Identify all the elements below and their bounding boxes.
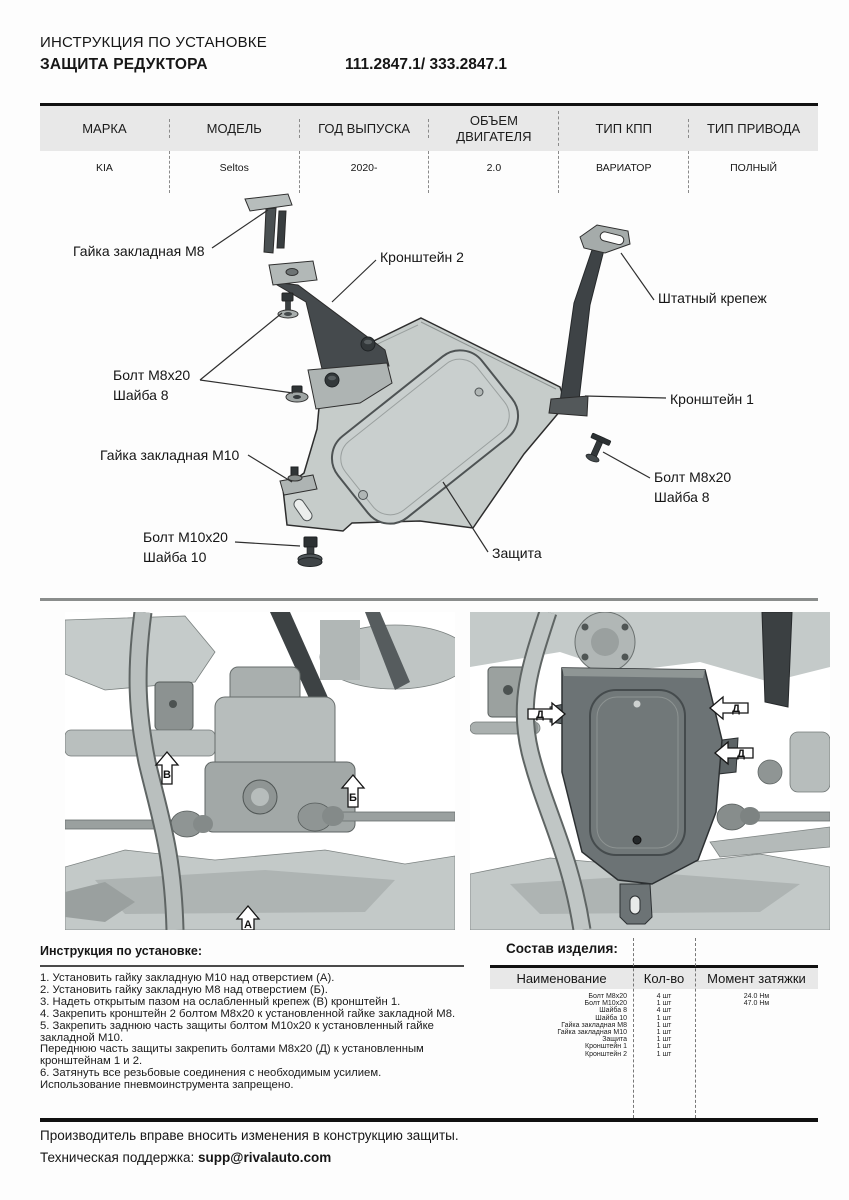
parts-row: [490, 1007, 818, 1014]
part-qty: 1 шт: [656, 1029, 672, 1037]
parts-col-name: Наименование: [516, 971, 607, 986]
support-line: [40, 1150, 331, 1165]
parts-row: [490, 1000, 818, 1007]
instruction-step: Использование пневмоинструмента запрещено.: [40, 1079, 294, 1092]
part-numbers: 111.2847.1/ 333.2847.1: [345, 56, 508, 73]
spec-val-year: 2020-: [300, 151, 430, 193]
label-bolt-m8-left-line1: Болт М8х20: [113, 367, 191, 383]
bracket2-shape: [269, 261, 392, 409]
support-label: Техническая поддержка:: [40, 1150, 199, 1165]
embedded-nut-m8-shape: [245, 194, 292, 253]
marker-letter-d1: Д: [536, 709, 544, 721]
spec-col-engine: ОБЪЕМ ДВИГАТЕЛЯ: [429, 111, 559, 146]
part-qty: 1 шт: [656, 1000, 672, 1008]
spec-val-engine: 2.0: [429, 151, 559, 193]
label-bracket1: Кронштейн 1: [670, 391, 754, 407]
part-torque: [695, 1022, 818, 1029]
label-washer8-left-line2: Шайба 8: [113, 386, 169, 403]
part-torque: [695, 1029, 818, 1036]
part-name: Кронштейн 2: [585, 1050, 627, 1058]
part-torque: [695, 1051, 818, 1058]
photo-before-install: [65, 612, 455, 935]
label-washer8-right-line2: Шайба 8: [654, 488, 710, 505]
instructions-title: Инструкция по установке:: [40, 944, 202, 958]
marker-letter-a: А: [244, 919, 252, 930]
parts-row: [490, 1029, 818, 1036]
photo-after-install: [470, 612, 830, 935]
spec-val-model: Seltos: [170, 151, 300, 193]
instruction-step: 1. Установить гайку закладную М10 над отверстием (А).: [40, 972, 335, 984]
parts-col-qty: Кол-во: [643, 971, 685, 986]
part-name: Шайба 10: [595, 1014, 627, 1022]
spec-col-drive: ТИП ПРИВОДА: [706, 120, 801, 136]
label-bolt-m10: [143, 528, 228, 568]
spec-col-gearbox: ТИП КПП: [559, 119, 689, 138]
bolt-m8-right-shape: [582, 433, 611, 465]
part-torque: 24.0 Нм: [743, 993, 770, 1000]
parts-list-table: [490, 938, 818, 1118]
label-bolt-m10-line1: Болт М10х20: [143, 529, 228, 545]
parts-row: [490, 993, 818, 1000]
part-torque: 47.0 Нм: [743, 1000, 770, 1008]
page-title: ЗАЩИТА РЕДУКТОРА: [40, 56, 208, 73]
installation-instructions: [40, 944, 470, 1092]
marker-letter-d3: Д: [737, 748, 745, 760]
label-bolt-m8-right: [654, 468, 731, 508]
label-guard: Защита: [492, 545, 542, 561]
instruction-step: 5. Закрепить заднюю часть защиты болтом М10х20 к установленный гайке закладной М10.: [40, 1019, 434, 1044]
part-qty: 1 шт: [656, 1036, 672, 1044]
instructions-steps: [40, 973, 464, 1092]
marker-letter-b: Б: [349, 792, 357, 804]
instruction-step: 4. Закрепить кронштейн 2 болтом М8х20 к установленной гайке закладной М8.: [40, 1007, 456, 1020]
spec-val-brand: KIA: [40, 151, 170, 193]
instruction-step: Переднюю часть защиты закрепить болтами М8х20 (Д) к установленным кронштейнам 1 и 2.: [40, 1043, 424, 1068]
part-qty: 1 шт: [656, 1050, 672, 1058]
spec-val-gearbox: ВАРИАТОР: [559, 151, 689, 193]
part-qty: 4 шт: [656, 1007, 672, 1015]
photos-divider-rule: [40, 598, 818, 601]
spec-val-drive: ПОЛНЫЙ: [730, 162, 778, 174]
part-name: Защита: [602, 1036, 627, 1044]
bolt-m10-shape: [298, 537, 322, 567]
bolt-m8-lower-shape: [286, 386, 308, 402]
instruction-step: 2. Установить гайку закладную М8 над отверстием (Б).: [40, 983, 328, 996]
footer-rule: [40, 1118, 818, 1122]
parts-row: [490, 1036, 818, 1043]
marker-letter-v: В: [163, 769, 171, 781]
label-oem-fastener: Штатный крепеж: [658, 290, 767, 306]
label-bolt-m8-left: [113, 366, 190, 406]
part-name: Болт М10х20: [584, 1000, 627, 1008]
parts-row: [490, 1043, 818, 1050]
part-name: Болт М8х20: [588, 993, 627, 1000]
part-name: Гайка закладная М8: [561, 1021, 627, 1029]
part-qty: 1 шт: [656, 1021, 672, 1029]
part-name: Кронштейн 1: [585, 1043, 627, 1051]
spec-col-brand: МАРКА: [40, 119, 170, 138]
spec-table-header-row: [40, 106, 818, 151]
vehicle-spec-table: [40, 103, 818, 193]
support-email: supp@rivalauto.com: [198, 1150, 332, 1165]
exploded-view-diagram: [40, 190, 820, 590]
instructions-rule: [40, 965, 464, 967]
parts-row: [490, 1051, 818, 1058]
spec-col-model: МОДЕЛЬ: [170, 119, 300, 138]
parts-divider-2: [695, 938, 696, 1118]
marker-letter-d2: Д: [732, 703, 740, 715]
label-bolt-m8-right-line1: Болт М8х20: [654, 469, 732, 485]
parts-divider-1: [633, 938, 634, 1118]
label-bracket2: Кронштейн 2: [380, 249, 464, 265]
instruction-step: 6. Затянуть все резьбовые соединения с необходимым усилием.: [40, 1067, 382, 1080]
parts-list-title: Состав изделия:: [506, 941, 618, 956]
label-embedded-nut-m10: Гайка закладная М10: [100, 447, 240, 463]
spec-table-value-row: [40, 151, 818, 193]
part-name: Шайба 8: [599, 1007, 627, 1015]
part-torque: [695, 1007, 818, 1014]
part-qty: 1 шт: [656, 1014, 672, 1022]
parts-row: [490, 1022, 818, 1029]
part-name: Гайка закладная М10: [557, 1029, 627, 1037]
part-qty: 4 шт: [656, 993, 672, 1000]
parts-col-torque: Момент затяжки: [707, 971, 806, 986]
parts-list-rows: [490, 993, 818, 1058]
spec-col-year: ГОД ВЫПУСКА: [300, 119, 430, 138]
part-torque: [695, 1015, 818, 1022]
part-torque: [695, 1043, 818, 1050]
parts-list-header-row: [490, 968, 818, 989]
label-washer10-line2: Шайба 10: [143, 548, 207, 565]
part-torque: [695, 1036, 818, 1043]
part-qty: 1 шт: [656, 1043, 672, 1051]
instruction-step: 3. Надеть открытым пазом на ослабленный крепеж (В) кронштейн 1.: [40, 995, 401, 1008]
label-embedded-nut-m8: Гайка закладная М8: [73, 243, 205, 259]
bracket1-shape: [549, 225, 630, 416]
manufacturer-note: Производитель вправе вносить изменения в конструкцию защиты.: [40, 1128, 459, 1143]
parts-row: [490, 1015, 818, 1022]
doc-type: ИНСТРУКЦИЯ ПО УСТАНОВКЕ: [40, 34, 267, 51]
